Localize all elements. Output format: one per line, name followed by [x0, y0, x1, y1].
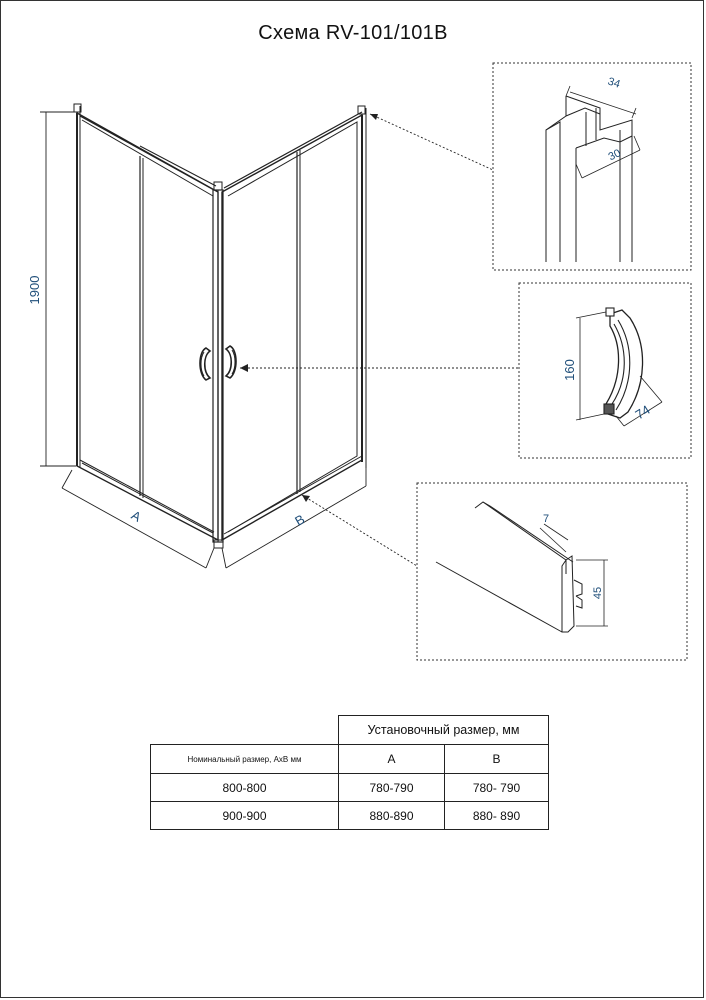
handle-height-label: 160: [562, 359, 577, 381]
table-row-1-a: 780-790: [338, 773, 445, 802]
profile-width-label: 34: [606, 75, 622, 91]
height-label: 1900: [27, 275, 42, 305]
table-nominal-header: Номинальный размер, АхВ мм: [150, 744, 339, 774]
corner-profile: [546, 96, 632, 262]
page-title: Схема RV-101/101B: [258, 22, 448, 44]
detail-profile-box: [493, 63, 691, 270]
detail-handle-box: [519, 283, 691, 458]
track-height-label: 45: [592, 586, 604, 600]
profile-depth-label: 30: [606, 147, 623, 164]
table-col-b-header: B: [444, 744, 549, 774]
table-row-2-a: 880-890: [338, 801, 445, 830]
detail-track-box: [417, 483, 687, 660]
handle-detail: [604, 308, 643, 418]
track-profile: [436, 502, 582, 632]
track-width-label: 7: [543, 513, 550, 525]
table-group-header: Установочный размер, мм: [338, 715, 549, 745]
table-row-1-nominal: 800-800: [150, 773, 339, 802]
shower-enclosure: [74, 104, 366, 548]
callout-leaders: [240, 114, 519, 566]
side-a-label: A: [128, 507, 144, 525]
table-row-2-nominal: 900-900: [150, 801, 339, 830]
side-b-label: B: [292, 511, 308, 529]
table-row-2-b: 880- 890: [444, 801, 549, 830]
right-panel-frame: [222, 115, 362, 540]
table-row-1-b: 780- 790: [444, 773, 549, 802]
handle-depth-label: 74: [632, 401, 653, 423]
dimension-lines: [40, 112, 366, 568]
table-col-a-header: A: [338, 744, 445, 774]
left-panel-frame: [77, 113, 218, 540]
